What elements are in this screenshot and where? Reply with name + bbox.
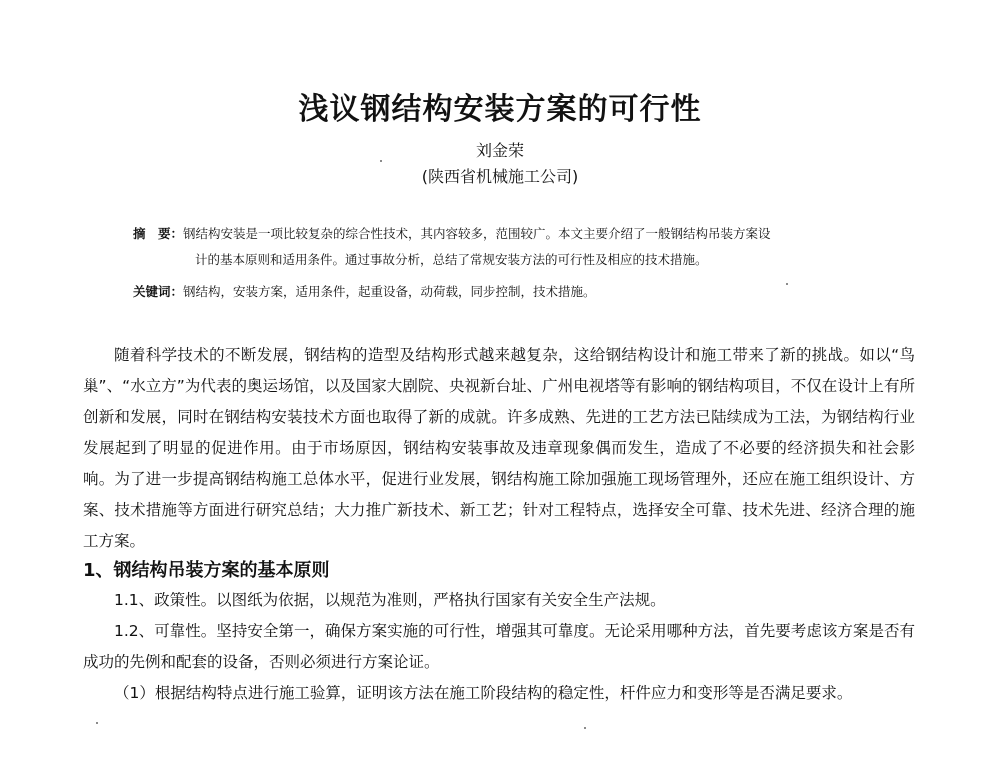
item-1-2-1: （1）根据结构特点进行施工验算，证明该方法在施工阶段结构的稳定性，杆件应力和变形等是否满足要求。 — [114, 684, 853, 702]
scan-speck — [96, 722, 98, 724]
paper-author: 刘金荣 — [475, 141, 524, 160]
keywords-text: 钢结构，安装方案，适用条件，起重设备，动荷载，同步控制，技术措施。 — [183, 284, 596, 299]
item-1-1: 1.1、政策性。以图纸为依据，以规范为准则，严格执行国家有关安全生产法规。 — [114, 591, 666, 609]
keywords-label: 关键词： — [133, 284, 184, 299]
section-1-heading: 1、钢结构吊装方案的基本原则 — [83, 560, 330, 581]
intro-paragraph: 随着科学技术的不断发展，钢结构的造型及结构形式越来越复杂，这给钢结构设计和施工带来了新的挑战。如以“鸟巢”、“水立方”为代表的奥运场馆，以及国家大剧院、央视新台址、广州电视塔等有影响的钢结构项目，不仅在设计上有所创新和发展，同时在钢结构安装技术方面也取得了新的成就。许多成熟、先进的工艺方法已陆续成为工法，为钢结构行业发展起到了明显的促进作用。由于市场原因，钢结构安装事故及违章现象偶而发生，造成了不必要的经济损失和社会影响。为了进一步提高钢结构施工总体水平，促进行业发展，钢结构施工除加强施工现场管理外，还应在施工组织设计、方案、技术措施等方面进行研究总结；大力推广新技术、新工艺；针对工程特点，选择安全可靠、技术先进、经济合理的施工方案。 — [83, 346, 915, 550]
item-1-2: 1.2、可靠性。坚持安全第一，确保方案实施的可行性，增强其可靠度。无论采用哪种方法，首先要考虑该方案是否有成功的先例和配套的设备，否则必须进行方案论证。 — [83, 622, 915, 671]
abstract-label: 摘 要： — [133, 226, 184, 241]
scan-speck — [584, 727, 586, 729]
abstract-line-2: 计的基本原则和适用条件。通过事故分析，总结了常规安装方法的可行性及相应的技术措施。 — [195, 252, 708, 267]
abstract — [133, 221, 923, 273]
scan-speck — [380, 160, 382, 162]
body-text — [83, 340, 915, 709]
abstract-line-1: 钢结构安装是一项比较复杂的综合性技术，其内容较多，范围较广。本文主要介绍了一般钢结构吊装方案设 — [183, 226, 771, 241]
paper-affiliation: (陕西省机械施工公司) — [421, 167, 579, 186]
scan-speck — [786, 283, 788, 285]
keywords — [133, 281, 923, 303]
paper-title: 浅议钢结构安装方案的可行性 — [298, 92, 702, 127]
